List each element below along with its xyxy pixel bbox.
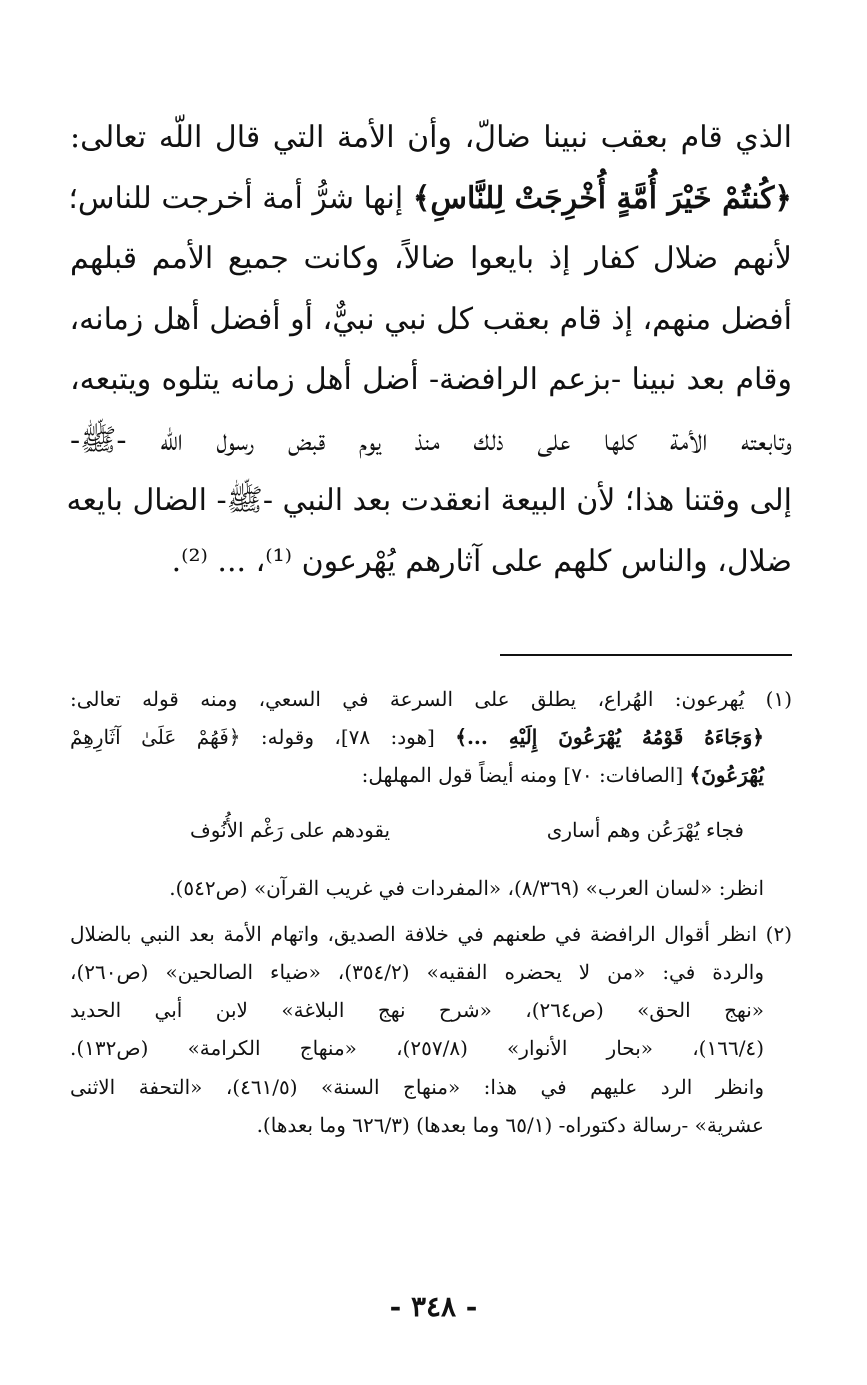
body-line-1: الذي قام بعقب نبينا ضالّ، وأن الأمة التي قال اللّه تعالى: (70, 120, 792, 155)
footnote-2-line-6: عشرية» -رسالة دكتوراه- (٦٥/١ وما بعدها) (٦٢٦/٣ وما بعدها). (256, 1112, 764, 1137)
footnote-1-line-3-rest: [الصافات: ٧٠] ومنه أيضاً قول المهلهل: (361, 763, 684, 788)
footnote-2-line-5: وانظر الرد عليهم في هذا: «منهاج السنة» (٤٦١/٥)، «التحفة الاثنى (70, 1074, 764, 1099)
footnote-2-line-1: (٢) انظر أقوال الرافضة في طعنهم في خلافة الصديق، واتهام الأمة بعد النبي بالضلال (70, 921, 792, 946)
footnote-1-line-2 (70, 718, 792, 756)
footnote-quran-2: يُهْرَعُونَ﴾ (689, 763, 764, 788)
footnote-2-line-4: (١٦٦/٤)، «بحار الأنوار» (٢٥٧/٨)، «منهاج الكرامة» (ص١٣٢). (70, 1036, 764, 1061)
verse-first-hemistich: فجاء يُهْرَعُن وهم أسارى (546, 817, 744, 842)
body-line-3: لأنهم ضلال كفار إذ بايعوا ضالاً، وكانت جميع الأمم قبلهم (70, 241, 792, 276)
body-line-8: ضلال، والناس كلهم على آثارهم يُهْرعون ⁽¹⁾، ... ⁽²⁾. (171, 543, 792, 579)
footnote-1-source: انظر: «لسان العرب» (٨/٣٦٩)، «المفردات في غريب القرآن» (ص٥٤٢). (169, 875, 764, 900)
footnote-1-line-3 (70, 756, 792, 794)
page-number: - ٣٤٨ - (389, 1290, 478, 1323)
footnotes (70, 680, 792, 1144)
footnote-1-line-2-rest: [هود: ٧٨]، وقوله: ﴿فَهُمْ عَلَىٰ آثَارِهِمْ (70, 725, 435, 750)
body-line-7: إلى وقتنا هذا؛ لأن البيعة انعقدت بعد النبي -ﷺ- الضال بايعه (66, 483, 792, 518)
footnote-quran-1: ﴿وَجَاءَهُ قَوْمُهُ يُهْرَعُونَ إِلَيْهِ ...﴾ (455, 725, 765, 750)
body-line-6: وتابعته الأمة كلها على ذلك منذ يوم قبض رسول اللّه -ﷺ- (70, 422, 792, 458)
body-line-4: أفضل منهم، إذ قام بعقب كل نبي نبيٌّ، أو أفضل أهل زمانه، (69, 301, 792, 337)
body-line-2-rest: إنها شرُّ أمة أخرجت للناس؛ (68, 180, 404, 216)
body-line-2 (70, 169, 792, 230)
quran-verse: ﴿كُنتُمْ خَيْرَ أُمَّةٍ أُخْرِجَتْ لِلنَّاسِ﴾ (412, 180, 792, 216)
body-line-5: وقام بعد نبينا -بزعم الرافضة- أضل أهل زمانه يتلوه ويتبعه، (70, 362, 792, 397)
footnote-separator (500, 654, 792, 656)
main-text (66, 108, 792, 592)
poetry-verse (70, 811, 792, 849)
footnote-2-line-3: «نهج الحق» (ص٢٦٤)، «شرح نهج البلاغة» لابن أبي الحديد (70, 998, 765, 1023)
footnote-2-line-2: والردة في: «من لا يحضره الفقيه» (٣٥٤/٢)، «ضياء الصالحين» (ص٢٦٠)، (70, 960, 765, 985)
footnote-1-line-1: (١) يُهرعون: الهُراع، يطلق على السرعة في السعي، ومنه قوله تعالى: (70, 687, 792, 711)
verse-second-hemistich: يقودهم على رَغْم الأُنُوف (190, 817, 391, 842)
